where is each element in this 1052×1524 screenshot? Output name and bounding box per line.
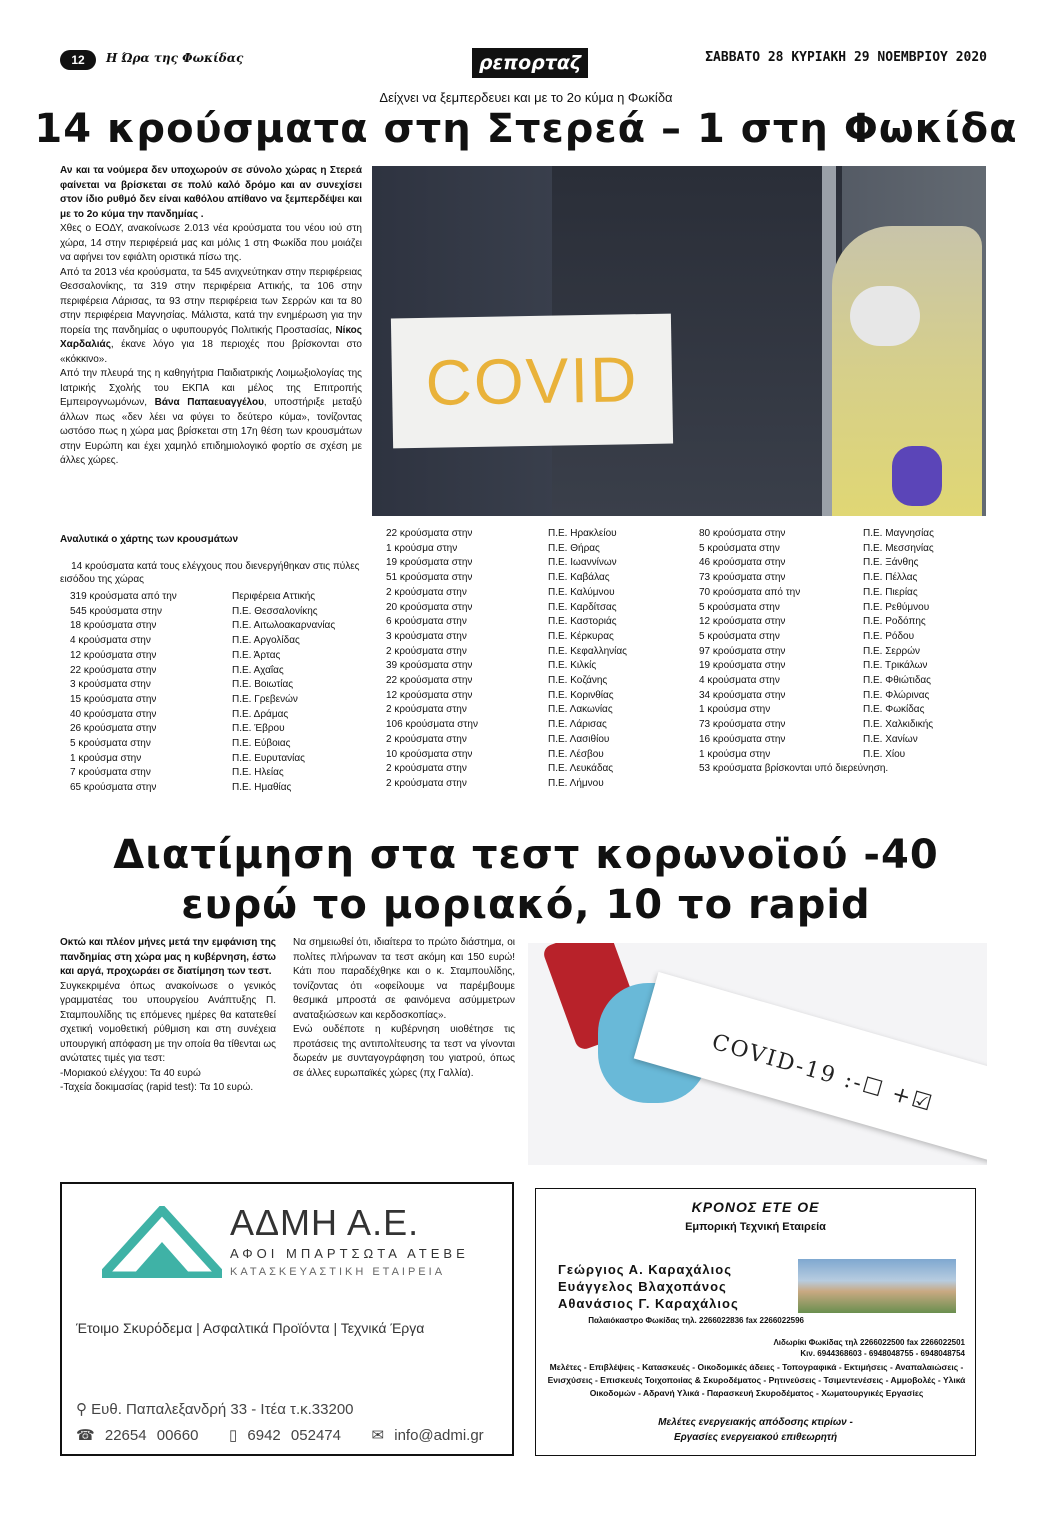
case-region: Π.Ε. Λακωνίας bbox=[548, 704, 613, 716]
kronos-names: Γεώργιος Α. Καραχάλιος Ευάγγελος Βλαχοπάνος Αθανάσιος Γ. Καραχάλιος bbox=[558, 1262, 739, 1311]
case-count: 10 κρούσματα στην bbox=[386, 748, 473, 760]
case-region: Π.Ε. Λήμνου bbox=[548, 777, 604, 789]
case-region: Π.Ε. Καλύμνου bbox=[548, 586, 615, 598]
case-count: 5 κρούσματα στην bbox=[699, 542, 780, 554]
case-row bbox=[70, 708, 335, 723]
case-row bbox=[70, 634, 335, 649]
article1-p2: Από τα 2013 νέα κρούσματα, τα 545 ανιχνεύτηκαν στην περιφέρειας Θεσσαλονίκης, τα 319 στην περιφέρεια Αττικής, τα 106 στην περιφέρεια Λάρισας, τα 93 στην περιφέρεια των Σερρών και τα 80 στην περιφέρεια Μαγνησίας. Μάλιστα, κατά την ενημέρωση για την πορεία της πανδημίας ο υφυπουργός Πολιτικής Προστασίας, Νίκος Χαρδαλιάς, έκανε λόγο για 18 περιοχές που βρίσκονται στο «κόκκινο». bbox=[60, 266, 362, 365]
admi-services: Έτοιμο Σκυρόδεμα | Ασφαλτικά Προϊόντα | Τεχνικά Έργα bbox=[76, 1320, 425, 1336]
case-row bbox=[70, 722, 335, 737]
case-count: 18 κρούσματα στην bbox=[70, 620, 157, 632]
article1-p3: Από την πλευρά της η καθηγήτρια Παιδιατρικής Λοιμωξιολογίας της Ιατρικής Σχολής του ΕΚΠΑ και μέλος της Επιτροπής Εμπειρογνωμόνων, Βάνα Παπαευαγγέλου, υποστήριξε μεταξύ άλλων πως «δεν λέει να φύγει το δεύτερο κύμα», τονίζοντας ωστόσο πως η χώρα μας βρίσκεται στη 17η θέση των κρουσμάτων στην Ευρώπη και έχει χαμηλό επιδημιολογικό φορτίο σε σχέση με άλλες χώρες. bbox=[60, 368, 362, 466]
case-row bbox=[70, 766, 335, 781]
case-row bbox=[386, 571, 627, 586]
case-region: Π.Ε. Κιλκίς bbox=[548, 660, 597, 672]
case-count: 106 κρούσματα στην bbox=[386, 719, 478, 731]
case-row bbox=[699, 556, 934, 571]
case-count: 2 κρούσματα στην bbox=[386, 586, 467, 598]
case-count: 3 κρούσματα στην bbox=[70, 679, 151, 691]
person-name: Βάνα Παπαευαγγέλου bbox=[154, 397, 264, 408]
case-row bbox=[699, 674, 934, 689]
issue-date: ΣΑΒΒΑΤΟ 28 ΚΥΡΙΑΚΗ 29 ΝΟΕΜΒΡΙΟΥ 2020 bbox=[705, 50, 987, 65]
case-region: Π.Ε. Αχαΐας bbox=[232, 664, 284, 676]
case-row bbox=[699, 601, 934, 616]
case-row bbox=[699, 527, 934, 542]
case-count: 12 κρούσματα στην bbox=[70, 649, 157, 661]
case-row bbox=[699, 615, 934, 630]
case-count: 1 κρούσμα στην bbox=[386, 542, 458, 554]
case-count: 1 κρούσμα στην bbox=[699, 748, 771, 760]
case-row bbox=[386, 586, 627, 601]
case-region: Π.Ε. Τρικάλων bbox=[863, 660, 928, 672]
case-region: Π.Ε. Καβάλας bbox=[548, 572, 610, 584]
case-count: 2 κρούσματα στην bbox=[386, 733, 467, 745]
case-row bbox=[70, 649, 335, 664]
case-count: 12 κρούσματα στην bbox=[699, 616, 786, 628]
article2-col2 bbox=[293, 936, 515, 1081]
newspaper-name: Η Ώρα της Φωκίδας bbox=[106, 51, 244, 65]
case-region: Π.Ε. Ξάνθης bbox=[863, 557, 919, 569]
case-row bbox=[386, 556, 627, 571]
case-region: Π.Ε. Κεφαλληνίας bbox=[548, 645, 628, 657]
case-region: Π.Ε. Καρδίτσας bbox=[548, 601, 617, 613]
article1-title: 14 κρούσματα στη Στερεά – 1 στη Φωκίδα bbox=[34, 106, 1018, 152]
case-region: Π.Ε. Χανίων bbox=[863, 733, 918, 745]
case-row bbox=[70, 752, 335, 767]
cases-heading: Αναλυτικά ο χάρτης των κρουσμάτων bbox=[60, 534, 239, 545]
case-count: 2 κρούσματα στην bbox=[386, 704, 467, 716]
case-region: Π.Ε. Ρεθύμνου bbox=[863, 601, 930, 613]
case-region: Π.Ε. Χαλκιδικής bbox=[863, 719, 934, 731]
case-row bbox=[699, 733, 934, 748]
person-name: Νίκος Χαρδαλιάς bbox=[60, 324, 362, 350]
case-row bbox=[386, 615, 627, 630]
case-region: Π.Ε. Λέσβου bbox=[548, 748, 604, 760]
case-region: Π.Ε. Θεσσαλονίκης bbox=[232, 605, 318, 617]
article2-title: Διατίμηση στα τεστ κορωνοϊού -40 ευρώ το μοριακό, 10 το rapid bbox=[113, 832, 939, 928]
case-count: 20 κρούσματα στην bbox=[386, 601, 473, 613]
case-count: 73 κρούσματα στην bbox=[699, 572, 786, 584]
case-count: 16 κρούσματα στην bbox=[699, 733, 786, 745]
case-row bbox=[699, 703, 934, 718]
kronos-phones-1: Παλαιόκαστρο Φωκίδας τηλ. 2266022836 fax 2266022596 bbox=[588, 1316, 804, 1325]
case-row bbox=[386, 601, 627, 616]
case-count: 2 κρούσματα στην bbox=[386, 763, 467, 775]
article2-p1: Συγκεκριμένα όπως ανακοίνωσε ο γενικός γραμματέας του υπουργείου Ανάπτυξης Π. Σταμπουλίδης τις επόμενες ημέρες θα κατατεθεί σχετική νομοθετική ρύθμιση και στη συνέχεια υπουργική απόφαση με την οποία θα τίθενται ως ανώτατες τιμές για τεστ: bbox=[60, 980, 276, 1064]
cases-intro: 14 κρούσματα κατά τους ελέγχους που διενεργήθηκαν στις πύλες εισόδου της χώρας bbox=[60, 561, 360, 585]
article1-body bbox=[60, 164, 362, 469]
case-region: Π.Ε. Ρόδου bbox=[863, 630, 915, 642]
admi-subtitle: ΑΦΟΙ ΜΠΑΡΤΣΩΤΑ ΑΤΕΒΕ bbox=[230, 1246, 469, 1261]
case-region: Π.Ε. Μεσσηνίας bbox=[863, 542, 934, 554]
admi-email: ✉ info@admi.gr bbox=[371, 1427, 484, 1444]
case-region: Π.Ε. Κορινθίας bbox=[548, 689, 614, 701]
case-count: 51 κρούσματα στην bbox=[386, 572, 473, 584]
case-count: 19 κρούσματα στην bbox=[699, 660, 786, 672]
case-region: Π.Ε. Έβρου bbox=[232, 723, 285, 735]
case-count: 7 κρούσματα στην bbox=[70, 767, 151, 779]
case-region: Π.Ε. Σερρών bbox=[863, 645, 921, 657]
case-row bbox=[386, 527, 627, 542]
case-count: 545 κρούσματα στην bbox=[70, 605, 162, 617]
case-region: Π.Ε. Ηρακλείου bbox=[548, 528, 617, 539]
case-count: 5 κρούσματα στην bbox=[699, 601, 780, 613]
case-count: 73 κρούσματα στην bbox=[699, 719, 786, 731]
case-row bbox=[70, 781, 335, 796]
article2-p5: Ενώ ουδέποτε η κυβέρνηση υιοθέτησε τις προτάσεις της αντιπολίτευσης τα τεστ να γίνονται δωρεάν με συνταγογράφηση του γιατρού, όπως σε άλλες ευρωπαϊκές χώρες (πχ Γαλλία). bbox=[293, 1024, 515, 1079]
case-region: Π.Ε. Βοιωτίας bbox=[232, 679, 294, 691]
case-region: Περιφέρεια Αττικής bbox=[232, 591, 316, 602]
case-count: 4 κρούσματα στην bbox=[699, 675, 780, 687]
cases-list-3 bbox=[699, 527, 934, 762]
case-count: 97 κρούσματα στην bbox=[699, 645, 786, 657]
kronos-phones-2: Λιδωρίκι Φωκίδας τηλ 2266022500 fax 2266022501 Κιν. 6944368603 - 6948048755 - 6948048754 bbox=[773, 1338, 965, 1358]
case-count: 2 κρούσματα στην bbox=[386, 645, 467, 657]
case-count: 65 κρούσματα στην bbox=[70, 782, 157, 794]
case-row bbox=[699, 718, 934, 733]
case-row bbox=[386, 748, 627, 763]
case-row bbox=[699, 542, 934, 557]
case-row bbox=[386, 762, 627, 777]
case-row bbox=[699, 659, 934, 674]
case-region: Π.Ε. Ευρυτανίας bbox=[232, 752, 305, 764]
case-region: Π.Ε. Κέρκυρας bbox=[548, 630, 614, 642]
cases-note: 53 κρούσματα βρίσκονται υπό διερεύνηση. bbox=[699, 763, 889, 774]
case-region: Π.Ε. Πέλλας bbox=[863, 572, 918, 584]
case-region: Π.Ε. Αργολίδας bbox=[232, 635, 300, 647]
case-count: 40 κρούσματα στην bbox=[70, 708, 157, 720]
house-photo bbox=[798, 1259, 956, 1313]
case-count: 15 κρούσματα στην bbox=[70, 693, 157, 705]
kronos-title: ΚΡΟΝΟΣ ΕΤΕ ΟΕ bbox=[691, 1199, 820, 1215]
case-count: 5 κρούσματα στην bbox=[699, 630, 780, 642]
case-count: 319 κρούσματα από την bbox=[70, 591, 177, 602]
case-region: Π.Ε. Λευκάδας bbox=[548, 763, 614, 775]
case-count: 4 κρούσματα στην bbox=[70, 635, 151, 647]
case-region: Π.Ε. Κοζάνης bbox=[548, 675, 608, 687]
case-count: 5 κρούσματα στην bbox=[70, 738, 151, 750]
case-row bbox=[699, 571, 934, 586]
case-row bbox=[386, 659, 627, 674]
case-region: Π.Ε. Πιερίας bbox=[863, 586, 918, 598]
case-count: 19 κρούσματα στην bbox=[386, 557, 473, 569]
case-count: 39 κρούσματα στην bbox=[386, 660, 473, 672]
case-region: Π.Ε. Μαγνησίας bbox=[863, 528, 934, 539]
admi-mobile: ▯ 6942 052474 bbox=[228, 1427, 341, 1444]
case-region: Π.Ε. Λάρισας bbox=[548, 719, 607, 731]
case-region: Π.Ε. Εύβοιας bbox=[232, 738, 291, 750]
case-region: Π.Ε. Καστοριάς bbox=[548, 616, 617, 628]
case-count: 12 κρούσματα στην bbox=[386, 689, 473, 701]
case-count: 22 κρούσματα στην bbox=[386, 675, 473, 687]
kronos-subtitle: Εμπορική Τεχνική Εταιρεία bbox=[685, 1221, 826, 1233]
admi-contacts bbox=[76, 1426, 484, 1444]
test-strip-label: COVID-19 :-☐ +☑ bbox=[708, 1029, 937, 1118]
case-row bbox=[386, 645, 627, 660]
kronos-advert bbox=[535, 1188, 976, 1456]
case-region: Π.Ε. Φλώρινας bbox=[863, 689, 930, 701]
case-region: Π.Ε. Δράμας bbox=[232, 708, 289, 720]
case-region: Π.Ε. Γρεβενών bbox=[232, 693, 298, 705]
admi-type: ΚΑΤΑΣΚΕΥΑΣΤΙΚΗ ΕΤΑΙΡΕΙΑ bbox=[230, 1266, 446, 1278]
case-row bbox=[386, 733, 627, 748]
article2-p4: Να σημειωθεί ότι, ιδιαίτερα το πρώτο διάστημα, οι πολίτες πλήρωναν τα τεστ ακόμη και 150 ευρώ! Κάτι που παραδέχθηκε και ο κ. Σταμπουλίδης, τονίζοντας ότι «οφείλουμε να παρέμβουμε θεσμικά μπροστά σε φαινόμενα ασύμμετρων αναταξιώσεων και κερδοσκοπίας». bbox=[293, 937, 515, 1021]
case-region: Π.Ε. Φθιώτιδας bbox=[863, 675, 931, 687]
covid-sign: COVID bbox=[391, 314, 673, 449]
case-row bbox=[70, 678, 335, 693]
article2-lead: Οκτώ και πλέον μήνες μετά την εμφάνιση της πανδημίας στη χώρα μας η κυβέρνηση, έστω και αργά, προχωράει σε διατίμηση των τεστ. bbox=[60, 937, 276, 977]
case-row bbox=[386, 674, 627, 689]
case-region: Π.Ε. Χίου bbox=[863, 748, 906, 760]
case-row bbox=[699, 689, 934, 704]
kronos-services: Μελέτες - Επιβλέψεις - Κατασκευές - Οικοδομικές άδειες - Τοπογραφικά - Εκτιμήσεις - Αναπαλαιώσεις - Ενισχύσεις - Επισκευές Τοιχοποιίας & Σκυροδέματος - Ρητινεύσεις - Τσιμεντενέσεις - Αμμοβολές - Υλικά Οικοδομών - Αδρανή Υλικά - Παρασκευή Σκυροδέματος - Χωματουργικές Εργασίες bbox=[547, 1362, 966, 1398]
case-count: 2 κρούσματα στην bbox=[386, 777, 467, 789]
case-count: 1 κρούσμα στην bbox=[699, 704, 771, 716]
case-row bbox=[70, 605, 335, 620]
case-row bbox=[70, 664, 335, 679]
case-row bbox=[70, 737, 335, 752]
case-row bbox=[699, 630, 934, 645]
covid-photo bbox=[372, 166, 986, 516]
case-count: 3 κρούσματα στην bbox=[386, 630, 467, 642]
admi-advert bbox=[60, 1182, 514, 1456]
case-row bbox=[70, 590, 335, 605]
case-region: Π.Ε. Θήρας bbox=[548, 542, 600, 554]
case-count: 80 κρούσματα στην bbox=[699, 528, 786, 539]
case-row bbox=[699, 645, 934, 660]
case-row bbox=[70, 693, 335, 708]
admi-address: ⚲ Ευθ. Παπαλεξανδρή 33 - Ιτέα τ.κ.33200 bbox=[76, 1401, 354, 1418]
page-number: 12 bbox=[60, 50, 96, 70]
admi-name: ΑΔΜΗ Α.Ε. bbox=[230, 1202, 420, 1243]
case-region: Π.Ε. Ιωαννίνων bbox=[548, 557, 617, 569]
section-tag: ρεπορταζ bbox=[472, 48, 588, 78]
case-region: Π.Ε. Ημαθίας bbox=[232, 782, 292, 794]
case-row bbox=[386, 777, 627, 792]
case-row bbox=[699, 586, 934, 601]
article1-kicker: Δείχνει να ξεμπερδευει και με το 2ο κύμα η Φωκίδα bbox=[379, 90, 673, 105]
case-row bbox=[386, 630, 627, 645]
case-row bbox=[386, 718, 627, 733]
case-count: 22 κρούσματα στην bbox=[70, 664, 157, 676]
case-count: 1 κρούσμα στην bbox=[70, 752, 142, 764]
admi-phone: ☎ 22654 00660 bbox=[76, 1427, 199, 1444]
case-row bbox=[70, 619, 335, 634]
case-region: Π.Ε. Αιτωλοακαρνανίας bbox=[232, 620, 336, 632]
case-region: Π.Ε. Λασιθίου bbox=[548, 733, 610, 745]
case-count: 22 κρούσματα στην bbox=[386, 528, 473, 539]
article2-p3: -Ταχεία δοκιμασίας (rapid test): Τα 10 ευρώ. bbox=[60, 1082, 254, 1093]
case-count: 46 κρούσματα στην bbox=[699, 557, 786, 569]
case-row bbox=[699, 748, 934, 763]
article1-lead: Αν και τα νούμερα δεν υποχωρούν σε σύνολο χώρας η Στερεά φαίνεται να βρίσκεται σε πολύ καλό δρόμο και αν συνεχίσει στον ίδιο ρυθμό δεν είναι καθόλου απίθανο να ξεμπερδέψει και με το 2ο κύμα την πανδημίας . bbox=[60, 165, 362, 220]
case-count: 70 κρούσματα από την bbox=[699, 586, 801, 598]
cases-list-2 bbox=[386, 527, 627, 792]
kronos-energy: Μελέτες ενεργειακής απόδοσης κτιρίων - Εργασίες ενεργειακού επιθεωρητή bbox=[658, 1417, 853, 1443]
case-row bbox=[386, 542, 627, 557]
article1-p1: Χθες ο ΕΟΔΥ, ανακοίνωσε 2.013 νέα κρούσματα του νέου ιού στη χώρα, 14 στην περιφέρειά μας και μόλις 1 στη Φωκίδα που μοιάζει να αφήνει τον εφιάλτη οριστικά πίσω της. bbox=[60, 223, 362, 263]
case-region: Π.Ε. Φωκίδας bbox=[863, 704, 925, 716]
article2-p2: -Μοριακού ελέγχου: Τα 40 ευρώ bbox=[60, 1067, 201, 1079]
case-count: 34 κρούσματα στην bbox=[699, 689, 786, 701]
covid19-test-photo bbox=[528, 943, 987, 1165]
case-row bbox=[386, 689, 627, 704]
case-count: 26 κρούσματα στην bbox=[70, 723, 157, 735]
case-region: Π.Ε. Ηλείας bbox=[232, 767, 284, 779]
case-region: Π.Ε. Άρτας bbox=[232, 649, 281, 661]
case-count: 6 κρούσματα στην bbox=[386, 616, 467, 628]
article2-col1 bbox=[60, 936, 276, 1096]
admi-logo-icon bbox=[102, 1206, 222, 1278]
cases-list-1 bbox=[70, 590, 335, 796]
case-row bbox=[386, 703, 627, 718]
case-region: Π.Ε. Ροδόπης bbox=[863, 616, 926, 628]
